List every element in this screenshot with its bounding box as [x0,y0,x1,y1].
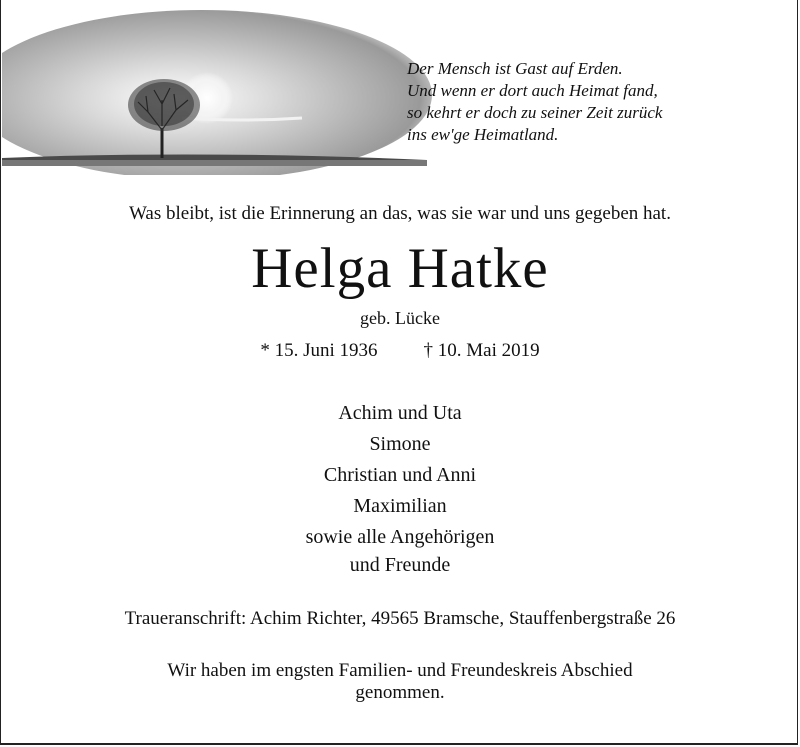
death-date: † 10. Mai 2019 [423,340,540,361]
poem-line: so kehrt er doch zu seiner Zeit zurück [407,103,663,122]
intro-text: Was bleibt, ist die Erinnerung an das, was sie war und uns gegeben hat. [129,203,671,224]
farewell-line: genommen. [355,682,445,703]
deceased-name: Helga Hatke [251,237,549,300]
farewell-line: Wir haben im engsten Familien- und Freundeskreis Abschied [167,660,633,681]
mourner: und Freunde [349,554,451,576]
life-dates [0,340,800,362]
mourner: Achim und Uta [338,402,462,424]
mourner: sowie alle Angehörigen [305,526,495,548]
mourner: Simone [369,433,431,455]
maiden-name: geb. Lücke [360,308,440,328]
poem-line: Der Mensch ist Gast auf Erden. [407,59,623,78]
poem [407,58,787,146]
mourner: Christian und Anni [323,464,477,486]
tree-landscape-image [2,0,432,175]
poem-line: Und wenn er dort auch Heimat fand, [407,81,658,100]
poem-line: ins ew'ge Heimatland. [407,125,559,144]
mourners-list [0,398,800,577]
mourner: Maximilian [353,495,447,517]
mourning-address: Traueranschrift: Achim Richter, 49565 Bramsche, Stauffenbergstraße 26 [124,608,676,629]
birth-date: * 15. Juni 1936 [260,340,378,361]
farewell-note [0,660,800,704]
